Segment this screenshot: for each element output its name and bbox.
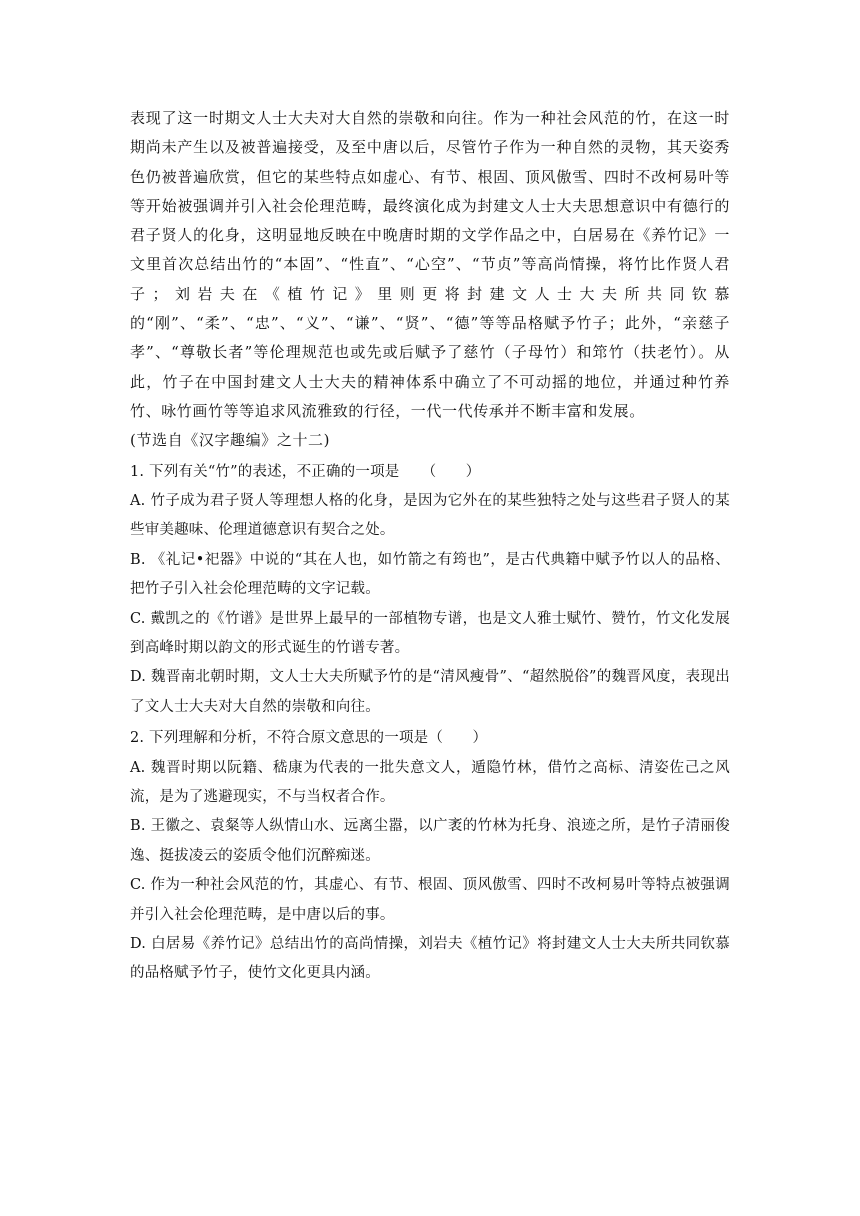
question-1 (130, 458, 730, 723)
option-b: B. 《礼记•祀器》中说的“其在人也，如竹箭之有筠也”，是古代典籍中赋予竹以人的品格、把竹子引入社会伦理范畴的文字记载。 (130, 551, 730, 598)
question-stem: 1. 下列有关“竹”的表述，不正确的一项是 （ ） (130, 463, 481, 480)
option-c: C. 作为一种社会风范的竹，其虚心、有节、根固、顶风傲雪、四时不改柯易叶等特点被强调并引入社会伦理范畴，是中唐以后的事。 (130, 877, 730, 923)
option-a: A. 竹子成为君子贤人等理想人格的化身，是因为它外在的某些独特之处与这些君子贤人的某些审美趣味、伦理道德意识有契合之处。 (130, 492, 730, 539)
passage-source: (节选自《汉字趣编》之十二) (130, 431, 331, 450)
option-b: B. 王徽之、袁粲等人纵情山水、远离尘嚣，以广袤的竹林为托身、浪迹之所，是竹子清丽俊逸、挺拔凌云的姿质令他们沉醉痴迷。 (130, 818, 730, 864)
option-d: D. 白居易《养竹记》总结出竹的高尚情操，刘岩夫《植竹记》将封建文人士大夫所共同钦慕的品格赋予竹子，使竹文化更具内涵。 (130, 936, 730, 982)
passage (130, 104, 730, 456)
option-a: A. 魏晋时期以阮籍、嵇康为代表的一批失意文人，遁隐竹林，借竹之高标、清姿佐己之风流，是为了逃避现实，不与当权者合作。 (130, 759, 730, 806)
passage-paragraph: 表现了这一时期文人士大夫对大自然的崇敬和向往。作为一种社会风范的竹，在这一时期尚未产生以及被普遍接受，及至中唐以后，尽管竹子作为一种自然的灵物，其天姿秀色仍被普遍欣赏，但它的某些特点如虚心、有节、根固、顶风傲雪、四时不改柯易叶等等开始被强调并引入社会伦理范畴，最终演化成为封建文人士大夫思想意识中有德行的君子贤人的化身，这明显地反映在中晚唐时期的文学作品之中，白居易在《养竹记》一文里首次总结出竹的“本固”、“性直”、“心空”、“节贞”等高尚情操，将竹比作贤人君子；刘岩夫在《植竹记》里则更将封建文人士大夫所共同钦慕的“刚”、“柔”、“忠”、“义”、“谦”、“贤”、“德”等等品格赋予竹子；此外，“亲慈子孝”、“尊敬长者”等伦理规范也或先或后赋予了慈竹（子母竹）和筇竹（扶老竹）。从此，竹子在中国封建文人士大夫的精神体系中确立了不可动摇的地位，并通过种竹养竹、咏竹画竹等等追求风流雅致的行径，一代一代传承并不断丰富和发展。 (130, 109, 730, 420)
question-stem: 2. 下列理解和分析，不符合原文意思的一项是（ ） (130, 730, 488, 747)
option-c: C. 戴凯之的《竹谱》是世界上最早的一部植物专谱，也是文人雅士赋竹、赞竹，竹文化发展到高峰时期以韵文的形式诞生的竹谱专著。 (130, 610, 730, 656)
option-d: D. 魏晋南北朝时期，文人士大夫所赋予竹的是“清风瘦骨”、“超然脱俗”的魏晋风度，表现出了文人士大夫对大自然的崇敬和向往。 (130, 669, 730, 715)
question-2 (130, 724, 730, 989)
document-page (130, 104, 730, 989)
